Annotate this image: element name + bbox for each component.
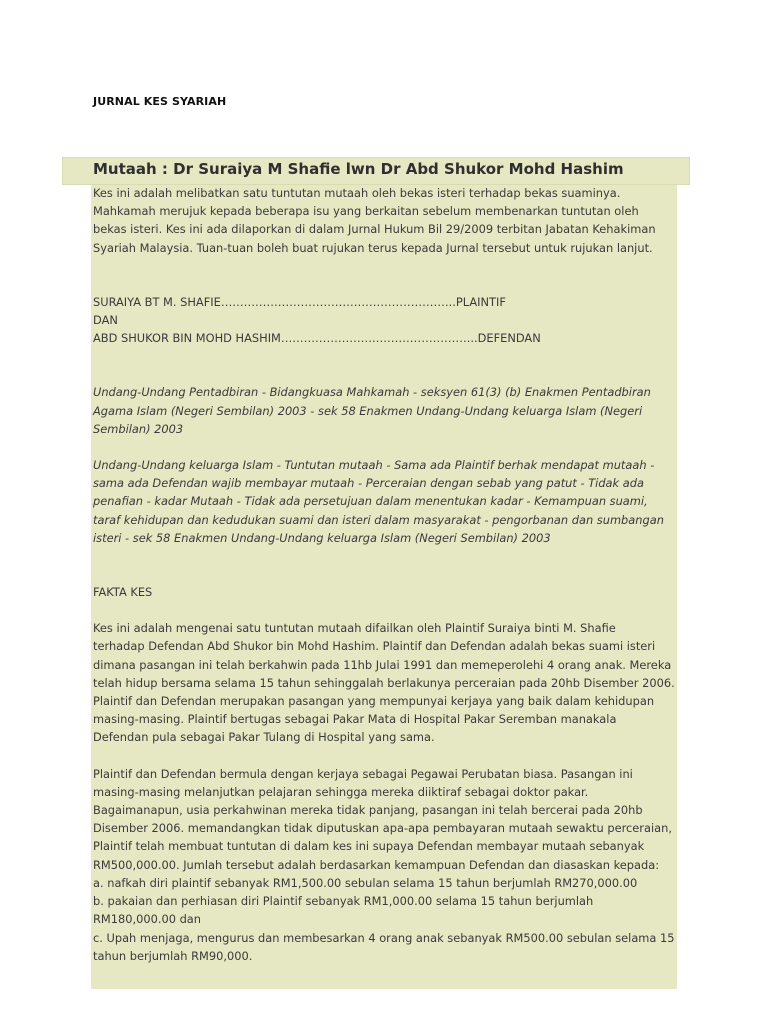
title-bar (62, 157, 690, 185)
facts-paragraph-1: Kes ini adalah mengenai satu tuntutan mutaah difailkan oleh Plaintif Suraiya binti M. Shafie terhadap Defendan Abd Shukor bin Mohd Hashim. Plaintif dan Defendan adalah bekas suami isteri dimana pasangan ini telah berkahwin pada 11hb Julai 1991 dan memeperolehi 4 orang anak. Mereka telah hidup bersama selama 15 tahun sehinggalah berlakunya perceraian pada 20hb Disember 2006. Plaintif dan Defendan merupakan pasangan yang mempunyai kerjaya yang baik dalam kehidupan masing-masing. Plaintif bertugas sebagai Pakar Mata di Hospital Pakar Seremban manakala Defendan pula sebagai Pakar Tulang di Hospital yang sama. (93, 621, 675, 745)
and-line: DAN (93, 313, 118, 328)
intro-paragraph: Kes ini adalah melibatkan satu tuntutan mutaah oleh bekas isteri terhadap bekas suaminya. Mahkamah merujuk kepada beberapa isu yang berkaitan sebelum membenarkan tuntutan oleh bekas isteri. Kes ini ada dilaporkan di dalam Jurnal Hukum Bil 29/2009 terbitan Jabatan Kehakiman Syariah Malaysia. Tuan-tuan boleh buat rujukan terus kepada Jurnal tersebut untuk rujukan lanjut. (93, 186, 656, 255)
facts-paragraph-2: Plaintif dan Defendan bermula dengan kerjaya sebagai Pegawai Perubatan biasa. Pasangan ini masing-masing melanjutkan pelajaran sehingga mereka diiktiraf sebagai doktor pakar. Bagaimanapun, usia perkahwinan mereka tidak panjang, pasangan ini telah bercerai pada 20hb Disember 2006. memandangkan tidak diputuskan apa-apa pembayaran mutaah sewaktu perceraian, Plaintif telah membuat tuntutan di dalam kes ini supaya Defendan membayar mutaah sebanyak RM500,000.00. Jumlah tersebut adalah berdasarkan kemampuan Defendan dan diasaskan kepada: a. nafkah diri plaintif sebanyak RM1,500.00 sebulan selama 15 tahun berjumlah RM270,000.00 b. pakaian dan perhiasan diri Plaintif sebanyak RM1,000.00 selama 15 tahun berjumlah RM180,000.00 dan c. Upah menjaga, mengurus dan membesarkan 4 orang anak sebanyak RM500.00 sebulan selama 15 tahun berjumlah RM90,000. (93, 766, 675, 963)
headnote-administration: Undang-Undang Pentadbiran - Bidangkuasa Mahkamah - seksyen 61(3) (b) Enakmen Pentadbiran Agama Islam (Negeri Sembilan) 2003 - sek 58 Enakmen Undang-Undang keluarga Islam (Negeri Sembilan) 2003 (93, 385, 651, 436)
article-title: Mutaah : Dr Suraiya M Shafie lwn Dr Abd Shukor Mohd Hashim (93, 160, 624, 178)
headnote-family-law: Undang-Undang keluarga Islam - Tuntutan mutaah - Sama ada Plaintif berhak mendapat mutaah - sama ada Defendan wajib membayar mutaah - Perceraian dengan sebab yang patut - Tidak ada penafian - kadar Mutaah - Tidak ada persetujuan dalam menentukan kadar - Kemampuan suami, taraf kehidupan dan kedudukan suami dan isteri dalam masyarakat - pengorbanan dan sumbangan isteri - sek 58 Enakmen Undang-Undang keluarga Islam (Negeri Sembilan) 2003 (93, 458, 664, 545)
journal-label: JURNAL KES SYARIAH (93, 95, 227, 108)
article-body (93, 184, 683, 965)
plaintiff-line: SURAIYA BT M. SHAFIE……………………………………………………..PLAINTIF (93, 294, 506, 309)
defendant-line: ABD SHUKOR BIN MOHD HASHIM…………………….……………………...DEFENDAN (93, 331, 541, 346)
facts-heading: FAKTA KES (93, 585, 153, 600)
